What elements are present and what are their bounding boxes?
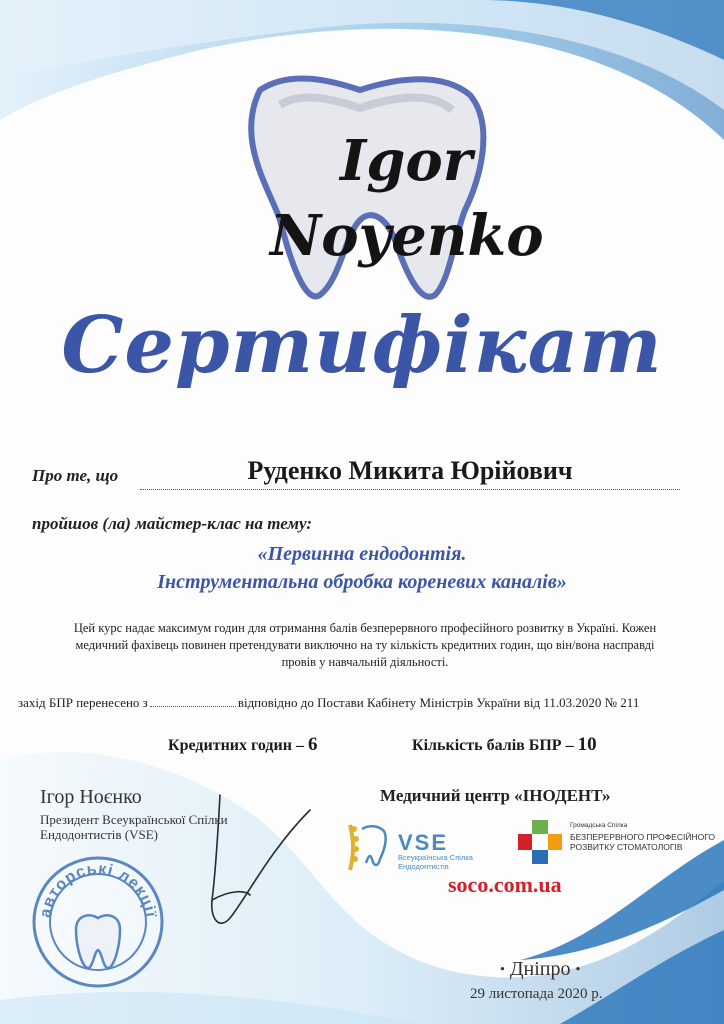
passed-label: пройшов (ла) майстер-клас на тему: bbox=[32, 514, 312, 533]
medical-cross-icon bbox=[516, 818, 564, 866]
issue-date: 29 листопада 2020 р. bbox=[470, 986, 603, 1002]
cpd-points bbox=[412, 734, 597, 756]
topic-line-2: Інструментальна обробка кореневих каналів» bbox=[157, 571, 567, 593]
course-description: Цей курс надає максимум годин для отримання балів безперервного професійного розвитку в Україні. Кожен медичний фахівець повинен претендувати виключно на ту кількість кредитних годин, що він/вона насправді провів у навчальній діяльності. bbox=[73, 621, 657, 669]
union-name: БЕЗПЕРЕРВНОГО ПРОФЕСІЙНОГО РОЗВИТКУ СТОМАТОЛОГІВ bbox=[570, 832, 715, 852]
signatory-name: Ігор Ноєнко bbox=[40, 786, 142, 808]
transfer-blank bbox=[150, 696, 236, 707]
city bbox=[500, 958, 580, 981]
signature-icon bbox=[190, 790, 330, 940]
transfer-prefix: захід БПР перенесено з bbox=[18, 695, 148, 710]
credit-hours-value: 6 bbox=[307, 734, 318, 755]
about-label: Про те, що bbox=[32, 466, 119, 485]
topic-line-1: «Первинна ендодонтія. bbox=[257, 543, 467, 565]
tooth-logo-icon bbox=[220, 70, 544, 310]
transfer-suffix: відповідно до Постави Кабінету Міністрів України від 11.03.2020 № 211 bbox=[237, 695, 640, 710]
city-dot-left: • bbox=[500, 962, 505, 978]
cpd-points-value: 10 bbox=[577, 734, 597, 755]
city-name: Дніпро bbox=[509, 958, 571, 980]
logo-line1: Igor bbox=[340, 128, 473, 194]
vse-subtitle: Всеукраїнська Спілка Ендодонтистів bbox=[398, 853, 473, 871]
city-dot-right: • bbox=[575, 962, 581, 978]
logo-line2: Noyenko bbox=[270, 203, 544, 269]
transfer-note bbox=[18, 695, 718, 711]
credit-hours bbox=[168, 734, 317, 756]
medical-center-name: Медичний центр «ІНОДЕНТ» bbox=[380, 786, 611, 805]
union-small-label: Громадська Спілка bbox=[570, 822, 628, 829]
cpd-points-label: Кількість балів БПР – bbox=[412, 737, 574, 754]
signatory-role: Президент Всеукраїнської Спілки Ендодонтистів (VSE) bbox=[40, 812, 228, 842]
stamp-icon bbox=[28, 850, 168, 990]
course-topic bbox=[0, 540, 724, 596]
vse-logo-text: VSE bbox=[398, 830, 449, 855]
stamp-text: авторські лекції bbox=[37, 860, 159, 919]
website-link[interactable]: soco.com.ua bbox=[448, 872, 562, 897]
certificate-title: Сертифікат bbox=[61, 300, 663, 391]
recipient-name: Руденко Микита Юрійович bbox=[247, 456, 573, 485]
credit-hours-label: Кредитних годин – bbox=[168, 737, 304, 754]
name-underline bbox=[140, 489, 680, 490]
